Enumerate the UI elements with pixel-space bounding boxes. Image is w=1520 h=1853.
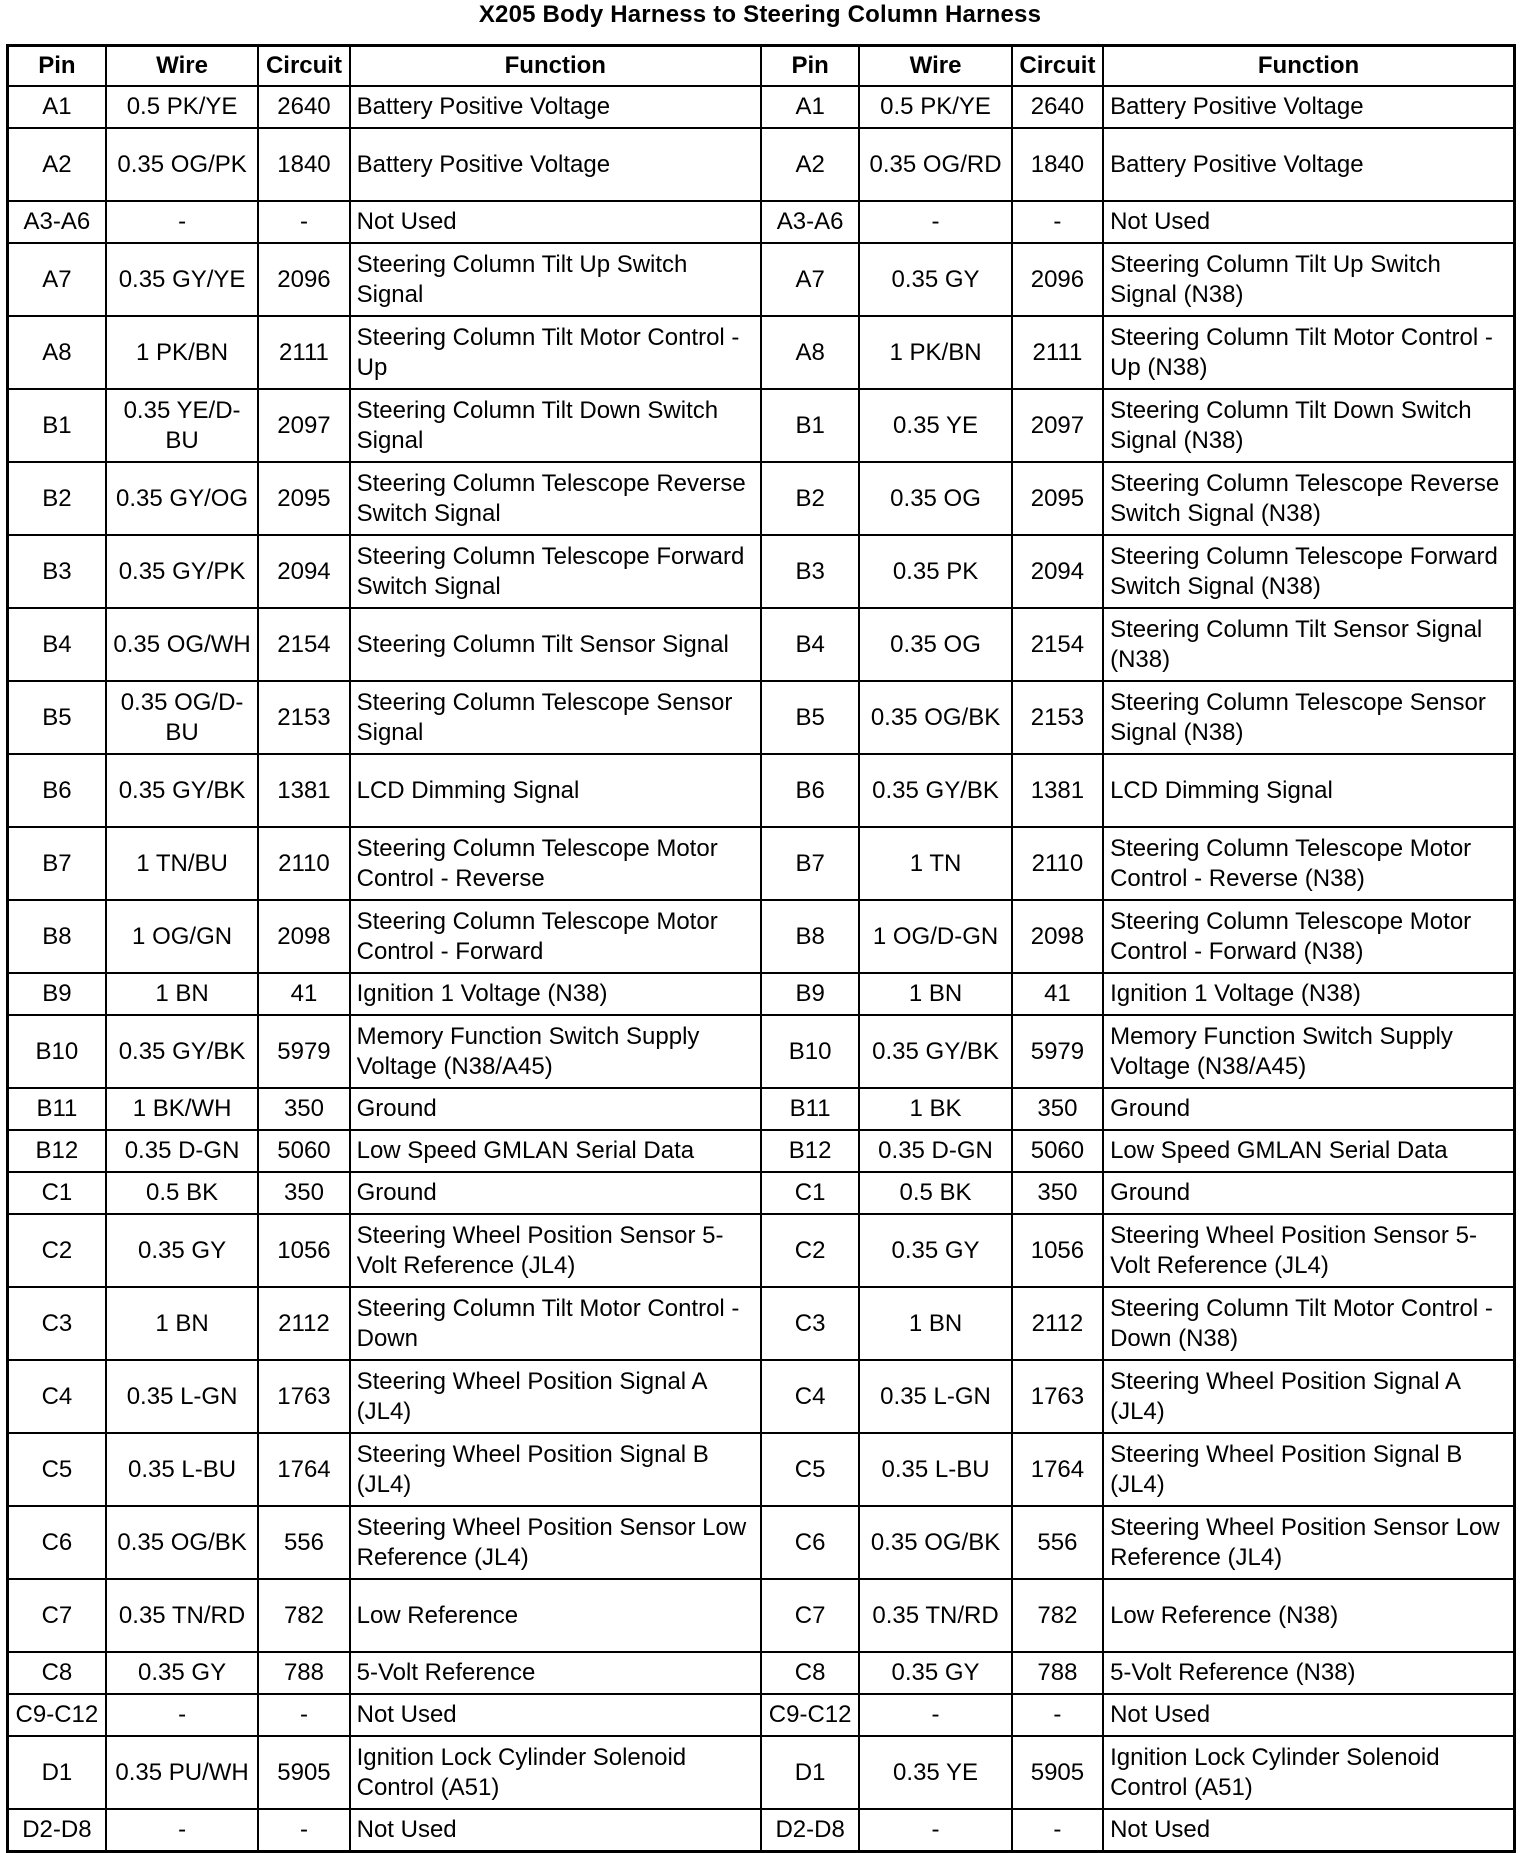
circuit-cell-right: 350 [1012,1172,1103,1214]
circuit-cell-right: 2111 [1012,316,1103,389]
wire-cell: 0.35 GY/OG [106,462,259,535]
pin-cell-right: B10 [761,1015,859,1088]
table-row [8,243,1515,316]
pin-cell-right: B8 [761,900,859,973]
header-wire: Wire [106,46,259,87]
circuit-cell: 5979 [258,1015,349,1088]
table-row [8,1172,1515,1214]
header-row [8,46,1515,87]
wire-cell: 1 OG/GN [106,900,259,973]
function-cell: Low Speed GMLAN Serial Data [350,1130,761,1172]
wire-cell: 0.35 GY/BK [106,754,259,827]
pin-cell-right: A7 [761,243,859,316]
circuit-cell: 5060 [258,1130,349,1172]
function-cell: Not Used [350,1809,761,1851]
header-wire-right: Wire [859,46,1012,87]
pin-cell: B10 [8,1015,106,1088]
pin-cell: A2 [8,128,106,201]
pin-cell-right: C2 [761,1214,859,1287]
function-cell-right: Steering Column Telescope Motor Control - Forward (N38) [1103,900,1514,973]
function-cell-right: Low Reference (N38) [1103,1579,1514,1652]
pin-cell: C2 [8,1214,106,1287]
pin-cell: B4 [8,608,106,681]
table-row [8,462,1515,535]
circuit-cell-right: 788 [1012,1652,1103,1694]
wire-cell: 0.35 PU/WH [106,1736,259,1809]
circuit-cell-right: 2097 [1012,389,1103,462]
wire-cell-right: 0.35 GY [859,1214,1012,1287]
wire-cell: 0.35 GY [106,1652,259,1694]
circuit-cell: 2098 [258,900,349,973]
pin-cell-right: B6 [761,754,859,827]
wire-cell: 0.5 PK/YE [106,86,259,128]
pin-cell: B7 [8,827,106,900]
table-row [8,1579,1515,1652]
table-row [8,1088,1515,1130]
function-cell-right: Battery Positive Voltage [1103,128,1514,201]
pin-cell: D1 [8,1736,106,1809]
wire-cell: - [106,1694,259,1736]
table-row [8,681,1515,754]
function-cell-right: Not Used [1103,201,1514,243]
circuit-cell: 1840 [258,128,349,201]
function-cell-right: Steering Wheel Position Sensor 5-Volt Reference (JL4) [1103,1214,1514,1287]
table-row [8,1360,1515,1433]
circuit-cell-right: 350 [1012,1088,1103,1130]
wire-cell: 0.35 OG/BK [106,1506,259,1579]
circuit-cell: 782 [258,1579,349,1652]
wire-cell: - [106,201,259,243]
function-cell: Battery Positive Voltage [350,86,761,128]
circuit-cell-right: 5979 [1012,1015,1103,1088]
table-row [8,1506,1515,1579]
wire-cell-right: 0.35 OG/BK [859,681,1012,754]
circuit-cell: 1381 [258,754,349,827]
pin-cell-right: C4 [761,1360,859,1433]
wire-cell-right: 0.35 GY [859,243,1012,316]
function-cell-right: Steering Column Telescope Reverse Switch Signal (N38) [1103,462,1514,535]
function-cell: Steering Column Telescope Motor Control - Reverse [350,827,761,900]
circuit-cell-right: 41 [1012,973,1103,1015]
function-cell: 5-Volt Reference [350,1652,761,1694]
circuit-cell: 1764 [258,1433,349,1506]
function-cell: Ignition 1 Voltage (N38) [350,973,761,1015]
function-cell: Ground [350,1172,761,1214]
wire-cell-right: 0.35 YE [859,1736,1012,1809]
table-row [8,1214,1515,1287]
table-row [8,1809,1515,1851]
pinout-table [6,44,1516,1853]
pinout-table-container [6,44,1516,1853]
function-cell-right: Memory Function Switch Supply Voltage (N38/A45) [1103,1015,1514,1088]
pin-cell: B1 [8,389,106,462]
wire-cell-right: 1 BN [859,973,1012,1015]
circuit-cell: 2097 [258,389,349,462]
wire-cell: 0.35 GY/PK [106,535,259,608]
function-cell-right: Steering Column Tilt Up Switch Signal (N38) [1103,243,1514,316]
wire-cell-right: 1 PK/BN [859,316,1012,389]
wire-cell-right: 0.35 GY/BK [859,754,1012,827]
function-cell: Ground [350,1088,761,1130]
circuit-cell: 1763 [258,1360,349,1433]
function-cell-right: Steering Column Telescope Forward Switch Signal (N38) [1103,535,1514,608]
circuit-cell-right: 2640 [1012,86,1103,128]
circuit-cell-right: 1764 [1012,1433,1103,1506]
wire-cell-right: 0.5 PK/YE [859,86,1012,128]
function-cell: Steering Column Telescope Reverse Switch Signal [350,462,761,535]
wire-cell-right: - [859,201,1012,243]
table-row [8,1736,1515,1809]
pin-cell-right: A1 [761,86,859,128]
pin-cell: C3 [8,1287,106,1360]
pin-cell-right: B7 [761,827,859,900]
circuit-cell: 788 [258,1652,349,1694]
circuit-cell: 350 [258,1088,349,1130]
pin-cell: C9-C12 [8,1694,106,1736]
wire-cell: 0.35 OG/D-BU [106,681,259,754]
circuit-cell-right: 2112 [1012,1287,1103,1360]
pin-cell: A8 [8,316,106,389]
pin-cell-right: C1 [761,1172,859,1214]
function-cell-right: Ground [1103,1172,1514,1214]
circuit-cell: - [258,201,349,243]
function-cell-right: Steering Column Tilt Down Switch Signal (N38) [1103,389,1514,462]
pin-cell: B12 [8,1130,106,1172]
circuit-cell-right: 782 [1012,1579,1103,1652]
wire-cell: 1 BK/WH [106,1088,259,1130]
function-cell: Steering Wheel Position Signal A (JL4) [350,1360,761,1433]
pin-cell-right: B3 [761,535,859,608]
circuit-cell-right: 1381 [1012,754,1103,827]
pin-cell-right: C6 [761,1506,859,1579]
wire-cell-right: - [859,1809,1012,1851]
wire-cell: 0.35 GY/BK [106,1015,259,1088]
pin-cell: B11 [8,1088,106,1130]
circuit-cell-right: 2110 [1012,827,1103,900]
circuit-cell-right: 1840 [1012,128,1103,201]
function-cell: Steering Wheel Position Sensor 5-Volt Reference (JL4) [350,1214,761,1287]
pin-cell-right: D2-D8 [761,1809,859,1851]
wire-cell: 0.35 L-GN [106,1360,259,1433]
wire-cell-right: 1 OG/D-GN [859,900,1012,973]
function-cell-right: Steering Column Tilt Motor Control - Up (N38) [1103,316,1514,389]
pin-cell: C5 [8,1433,106,1506]
wire-cell: - [106,1809,259,1851]
function-cell: Steering Column Telescope Sensor Signal [350,681,761,754]
function-cell: Steering Wheel Position Signal B (JL4) [350,1433,761,1506]
function-cell-right: Steering Column Tilt Sensor Signal (N38) [1103,608,1514,681]
circuit-cell: - [258,1809,349,1851]
wire-cell-right: 0.35 OG [859,608,1012,681]
pin-cell-right: A8 [761,316,859,389]
circuit-cell: 2096 [258,243,349,316]
wire-cell-right: 0.35 OG/RD [859,128,1012,201]
pin-cell: B3 [8,535,106,608]
table-row [8,1652,1515,1694]
table-row [8,608,1515,681]
function-cell: Steering Column Tilt Motor Control - Down [350,1287,761,1360]
wire-cell: 0.35 L-BU [106,1433,259,1506]
circuit-cell-right: 1763 [1012,1360,1103,1433]
circuit-cell: 41 [258,973,349,1015]
wire-cell-right: 0.35 YE [859,389,1012,462]
function-cell: Steering Column Tilt Motor Control - Up [350,316,761,389]
wire-cell-right: 0.35 OG/BK [859,1506,1012,1579]
circuit-cell: 2094 [258,535,349,608]
function-cell-right: Steering Column Telescope Sensor Signal (N38) [1103,681,1514,754]
table-row [8,1130,1515,1172]
circuit-cell-right: 2096 [1012,243,1103,316]
pin-cell: C4 [8,1360,106,1433]
function-cell-right: Steering Wheel Position Signal B (JL4) [1103,1433,1514,1506]
function-cell: Not Used [350,1694,761,1736]
circuit-cell-right: 556 [1012,1506,1103,1579]
wire-cell-right: 0.35 GY/BK [859,1015,1012,1088]
circuit-cell-right: 2095 [1012,462,1103,535]
table-row [8,1433,1515,1506]
circuit-cell-right: 2153 [1012,681,1103,754]
pin-cell-right: D1 [761,1736,859,1809]
circuit-cell-right: 2098 [1012,900,1103,973]
function-cell-right: Ignition Lock Cylinder Solenoid Control (A51) [1103,1736,1514,1809]
table-body [8,86,1515,1851]
pin-cell-right: B12 [761,1130,859,1172]
circuit-cell-right: 2154 [1012,608,1103,681]
pin-cell-right: B11 [761,1088,859,1130]
table-row [8,535,1515,608]
pin-cell: C8 [8,1652,106,1694]
pin-cell: B9 [8,973,106,1015]
circuit-cell: 2111 [258,316,349,389]
wire-cell-right: 1 BN [859,1287,1012,1360]
header-pin: Pin [8,46,106,87]
circuit-cell: - [258,1694,349,1736]
wire-cell-right: 0.35 OG [859,462,1012,535]
header-pin-right: Pin [761,46,859,87]
pin-cell-right: C9-C12 [761,1694,859,1736]
function-cell-right: Ignition 1 Voltage (N38) [1103,973,1514,1015]
function-cell-right: Battery Positive Voltage [1103,86,1514,128]
table-row [8,86,1515,128]
wire-cell: 0.35 D-GN [106,1130,259,1172]
wire-cell: 0.35 GY [106,1214,259,1287]
circuit-cell-right: 1056 [1012,1214,1103,1287]
wire-cell: 0.5 BK [106,1172,259,1214]
function-cell: Low Reference [350,1579,761,1652]
circuit-cell: 350 [258,1172,349,1214]
wire-cell-right: 0.35 PK [859,535,1012,608]
circuit-cell-right: - [1012,201,1103,243]
header-circuit-right: Circuit [1012,46,1103,87]
pin-cell: C7 [8,1579,106,1652]
function-cell: Battery Positive Voltage [350,128,761,201]
function-cell-right: Steering Column Telescope Motor Control - Reverse (N38) [1103,827,1514,900]
header-function: Function [350,46,761,87]
pin-cell: A3-A6 [8,201,106,243]
pin-cell-right: C5 [761,1433,859,1506]
pin-cell: D2-D8 [8,1809,106,1851]
pin-cell: B5 [8,681,106,754]
pin-cell: C6 [8,1506,106,1579]
wire-cell: 1 TN/BU [106,827,259,900]
table-row [8,128,1515,201]
function-cell-right: Not Used [1103,1809,1514,1851]
function-cell-right: Not Used [1103,1694,1514,1736]
circuit-cell: 556 [258,1506,349,1579]
function-cell: Steering Column Tilt Sensor Signal [350,608,761,681]
function-cell: Steering Column Tilt Up Switch Signal [350,243,761,316]
wire-cell-right: 0.5 BK [859,1172,1012,1214]
wire-cell-right: - [859,1694,1012,1736]
wire-cell-right: 0.35 D-GN [859,1130,1012,1172]
function-cell: Memory Function Switch Supply Voltage (N38/A45) [350,1015,761,1088]
wire-cell-right: 0.35 TN/RD [859,1579,1012,1652]
page-title: X205 Body Harness to Steering Column Harness [478,1,1042,28]
table-row [8,754,1515,827]
circuit-cell: 2112 [258,1287,349,1360]
wire-cell-right: 0.35 L-BU [859,1433,1012,1506]
pin-cell-right: C7 [761,1579,859,1652]
table-row [8,973,1515,1015]
circuit-cell-right: 2094 [1012,535,1103,608]
function-cell: Steering Wheel Position Sensor Low Reference (JL4) [350,1506,761,1579]
circuit-cell: 2640 [258,86,349,128]
table-row [8,201,1515,243]
function-cell-right: Steering Wheel Position Sensor Low Reference (JL4) [1103,1506,1514,1579]
pin-cell: A1 [8,86,106,128]
circuit-cell: 2110 [258,827,349,900]
circuit-cell: 1056 [258,1214,349,1287]
pin-cell: B2 [8,462,106,535]
pin-cell: A7 [8,243,106,316]
function-cell: LCD Dimming Signal [350,754,761,827]
wire-cell-right: 1 BK [859,1088,1012,1130]
pin-cell-right: C8 [761,1652,859,1694]
circuit-cell-right: - [1012,1809,1103,1851]
table-row [8,389,1515,462]
wire-cell: 0.35 TN/RD [106,1579,259,1652]
pin-cell: C1 [8,1172,106,1214]
pin-cell-right: B1 [761,389,859,462]
table-row [8,1015,1515,1088]
table-row [8,900,1515,973]
circuit-cell-right: 5905 [1012,1736,1103,1809]
wire-cell: 0.35 GY/YE [106,243,259,316]
table-row [8,1694,1515,1736]
pin-cell-right: A3-A6 [761,201,859,243]
table-row [8,827,1515,900]
wire-cell: 1 PK/BN [106,316,259,389]
function-cell: Not Used [350,201,761,243]
function-cell: Steering Column Tilt Down Switch Signal [350,389,761,462]
function-cell-right: Steering Column Tilt Motor Control - Down (N38) [1103,1287,1514,1360]
wire-cell: 0.35 OG/WH [106,608,259,681]
wire-cell: 1 BN [106,1287,259,1360]
pin-cell-right: C3 [761,1287,859,1360]
function-cell: Steering Column Telescope Motor Control - Forward [350,900,761,973]
wire-cell: 0.35 OG/PK [106,128,259,201]
header-function-right: Function [1103,46,1514,87]
pin-cell-right: B2 [761,462,859,535]
circuit-cell: 2154 [258,608,349,681]
function-cell: Steering Column Telescope Forward Switch Signal [350,535,761,608]
function-cell: Ignition Lock Cylinder Solenoid Control (A51) [350,1736,761,1809]
circuit-cell: 5905 [258,1736,349,1809]
wire-cell: 1 BN [106,973,259,1015]
function-cell-right: Low Speed GMLAN Serial Data [1103,1130,1514,1172]
function-cell-right: Steering Wheel Position Signal A (JL4) [1103,1360,1514,1433]
wire-cell-right: 0.35 L-GN [859,1360,1012,1433]
pin-cell-right: A2 [761,128,859,201]
function-cell-right: Ground [1103,1088,1514,1130]
wire-cell-right: 1 TN [859,827,1012,900]
circuit-cell: 2095 [258,462,349,535]
circuit-cell-right: - [1012,1694,1103,1736]
pin-cell-right: B9 [761,973,859,1015]
header-circuit: Circuit [258,46,349,87]
pin-cell-right: B5 [761,681,859,754]
circuit-cell-right: 5060 [1012,1130,1103,1172]
pin-cell: B8 [8,900,106,973]
pin-cell: B6 [8,754,106,827]
wire-cell-right: 0.35 GY [859,1652,1012,1694]
wire-cell: 0.35 YE/D-BU [106,389,259,462]
function-cell-right: LCD Dimming Signal [1103,754,1514,827]
function-cell-right: 5-Volt Reference (N38) [1103,1652,1514,1694]
pin-cell-right: B4 [761,608,859,681]
table-row [8,1287,1515,1360]
circuit-cell: 2153 [258,681,349,754]
table-row [8,316,1515,389]
